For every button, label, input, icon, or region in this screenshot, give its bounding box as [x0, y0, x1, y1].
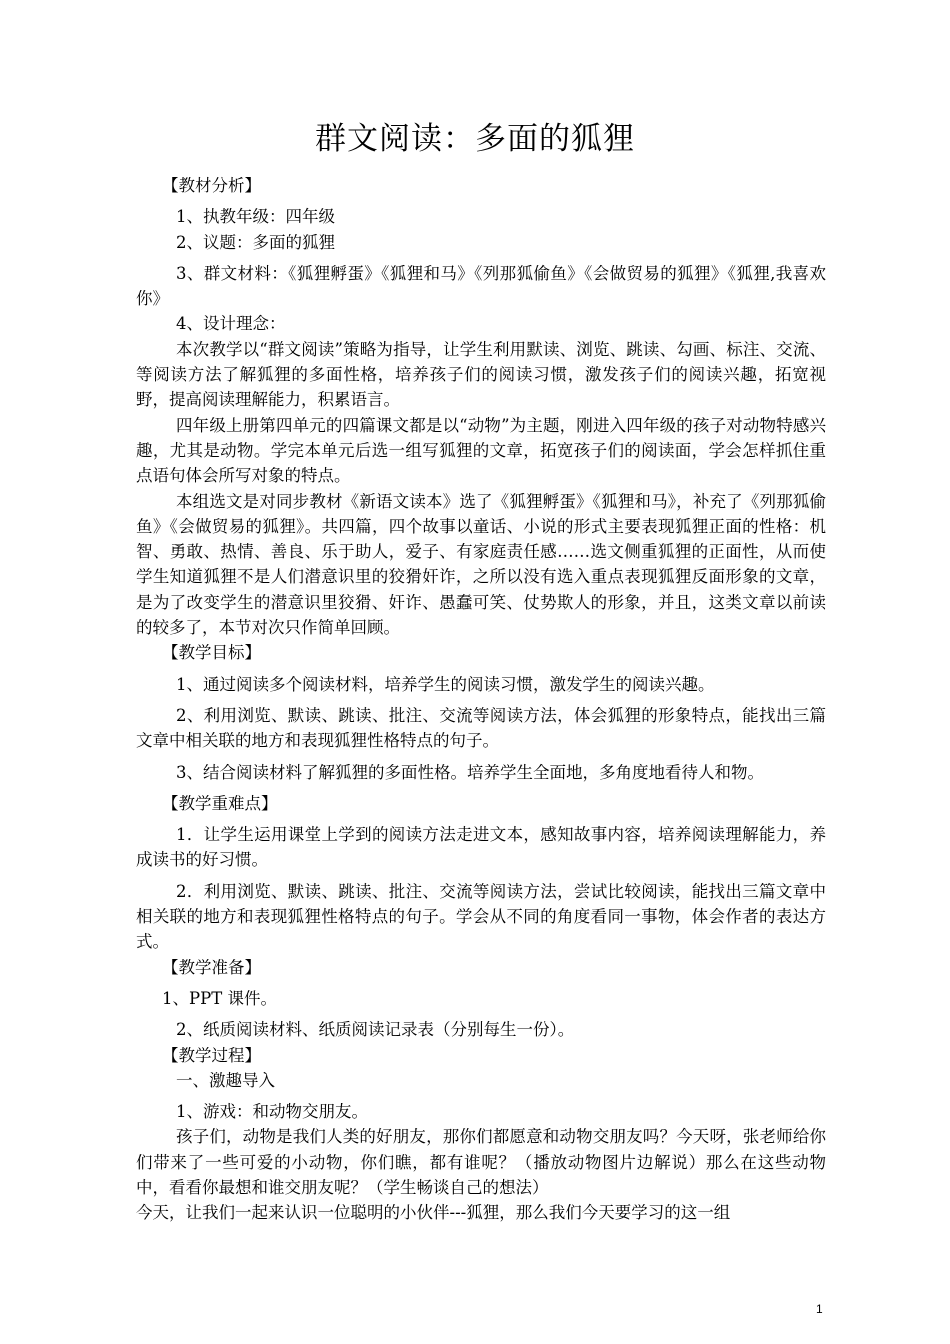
concept-paragraph-3: 本组选文是对同步教材《新语文读本》选了《狐狸孵蛋》《狐狸和马》，补充了《列那狐偷鱼》《会做贸易的狐狸》。共四篇，四个故事以童话、小说的形式主要表现狐狸正面的性格：机智、勇敢、热情、善良、乐于助人，爱子、有家庭责任感……选文侧重狐狸的正面性，从而使学生知道狐狸不是人们潜意识里的狡猾奸诈，之所以没有选入重点表现狐狸反面形象的文章，是为了改变学生的潜意识里狡猾、奸诈、愚蠢可笑、仗势欺人的形象，并且，这类文章以前读的较多了，本节对次只作简单回顾。	[136, 491, 826, 638]
process-step-1-1: 1、游戏：和动物交朋友。	[176, 1102, 368, 1122]
preparation-1: 1、PPT 课件。	[162, 988, 277, 1008]
page-number: 1	[816, 1302, 823, 1316]
section-heading-process: 【教学过程】	[162, 1045, 261, 1065]
analysis-topic: 2、议题：多面的狐狸	[176, 232, 335, 252]
analysis-concept-heading: 4、设计理念：	[176, 314, 286, 334]
document-body	[136, 173, 826, 1226]
section-heading-preparation: 【教学准备】	[162, 957, 261, 977]
concept-paragraph-2: 四年级上册第四单元的四篇课文都是以“动物”为主题，刚进入四年级的孩子对动物特感兴趣，尤其是动物。学完本单元后选一组写狐狸的文章，拓宽孩子们的阅读面，学会怎样抓住重点语句体会所写对象的特点。	[136, 415, 826, 486]
process-step-1: 一、激趣导入	[176, 1070, 275, 1090]
goal-3: 3、结合阅读材料了解狐狸的多面性格。培养学生全面地，多角度地看待人和物。	[176, 762, 764, 782]
document-title: 群文阅读：多面的狐狸	[315, 121, 635, 157]
section-heading-key-points: 【教学重难点】	[162, 793, 278, 813]
section-heading-analysis: 【教材分析】	[162, 176, 261, 195]
process-step-1-paragraph-2: 今天，让我们一起来认识一位聪明的小伙伴---狐狸，那么我们今天要学习的这一组	[136, 1203, 731, 1223]
goal-2: 2、利用浏览、默读、跳读、批注、交流等阅读方法，体会狐狸的形象特点，能找出三篇文章中相关联的地方和表现狐狸性格特点的句子。	[136, 705, 826, 751]
section-heading-goals: 【教学目标】	[162, 643, 261, 663]
goal-1: 1、通过阅读多个阅读材料，培养学生的阅读习惯，激发学生的阅读兴趣。	[176, 674, 715, 694]
preparation-2: 2、纸质阅读材料、纸质阅读记录表（分别每生一份）。	[176, 1020, 575, 1040]
analysis-grade: 1、执教年级：四年级	[176, 207, 335, 227]
concept-paragraph-1: 本次教学以“群文阅读”策略为指导，让学生利用默读、浏览、跳读、勾画、标注、交流、等阅读方法了解狐狸的多面性格，培养孩子们的阅读习惯，激发孩子们的阅读兴趣，拓宽视野，提高阅读理解能力，积累语言。	[136, 339, 826, 410]
key-point-2: 2．利用浏览、默读、跳读、批注、交流等阅读方法，尝试比较阅读，能找出三篇文章中相关联的地方和表现狐狸性格特点的句子。学会从不同的角度看同一事物，体会作者的表达方式。	[136, 881, 826, 952]
key-point-1: 1．让学生运用课堂上学到的阅读方法走进文本，感知故事内容，培养阅读理解能力，养成读书的好习惯。	[136, 825, 826, 870]
process-step-1-paragraph: 孩子们，动物是我们人类的好朋友，那你们都愿意和动物交朋友吗？今天呀，张老师给你们带来了一些可爱的小动物，你们瞧，都有谁呢？（播放动物图片边解说）那么在这些动物中，看看你最想和谁交朋友呢？（学生畅谈自己的想法）	[136, 1127, 826, 1197]
analysis-materials: 3、群文材料：《狐狸孵蛋》《狐狸和马》《列那狐偷鱼》《会做贸易的狐狸》《狐狸,我喜欢你》	[136, 263, 826, 309]
